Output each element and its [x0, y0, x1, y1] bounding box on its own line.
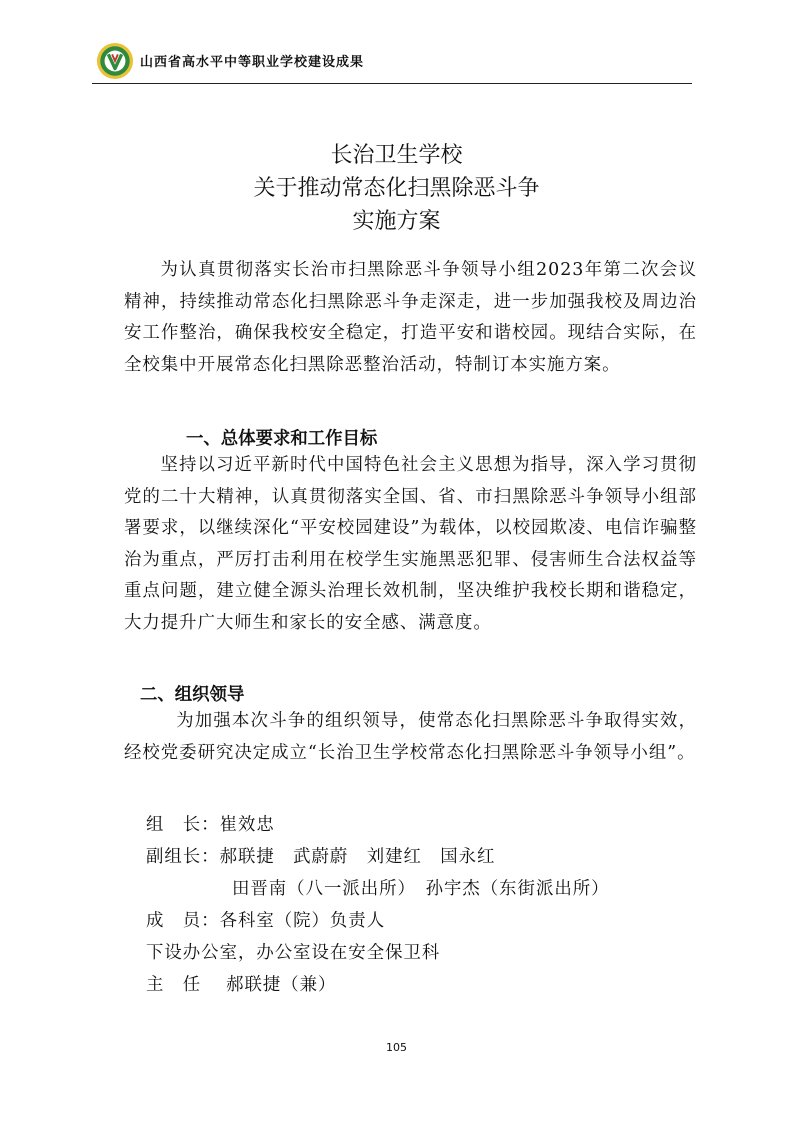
header-title: 山西省高水平中等职业学校建设成果: [140, 55, 365, 70]
section-2-heading: 二、组织领导: [140, 685, 245, 705]
director-row: 主 任 郝联捷（兼）: [146, 975, 337, 995]
section-1-heading: 一、总体要求和工作目标: [186, 429, 378, 449]
deputy-leader-row-continued: 田晋南（八一派出所） 孙宇杰（东街派出所）: [232, 879, 610, 899]
members-row: 成 员：各科室（院）负责人: [146, 911, 386, 931]
title-line-1: 长治卫生学校: [330, 143, 463, 168]
office-row: 下设办公室，办公室设在安全保卫科: [146, 943, 441, 963]
header-divider: [92, 83, 692, 84]
section-1-paragraph: 坚持以习近平新时代中国特色社会主义思想为指导，深入学习贯彻党的二十大精神，认真贯彻落实全国、省、市扫黑除恶斗争领导小组部署要求，以继续深化“平安校园建设”为载体，以校园欺凌、电信诈骗整治为重点，严厉打击利用在校学生实施黑恶犯罪、侵害师生合法权益等重点问题，建立健全源头治理长效机制，坚决维护我校长期和谐稳定，大力提升广大师生和家长的安全感、满意度。: [124, 455, 697, 633]
deputy-leader-row: 副组长：郝联捷 武蔚蔚 刘建红 国永红: [146, 847, 496, 867]
page-header: [92, 38, 692, 84]
school-emblem-icon: [96, 42, 134, 80]
group-leader-row: 组 长：崔效忠: [146, 815, 275, 835]
page-number: 105: [386, 1041, 407, 1054]
section-2-paragraph: 为加强本次斗争的组织领导，使常态化扫黑除恶斗争取得实效，经校党委研究决定成立“长治卫生学校常态化扫黑除恶斗争领导小组”。: [124, 711, 697, 763]
title-line-3: 实施方案: [352, 209, 441, 234]
intro-paragraph: 为认真贯彻落实长治市扫黑除恶斗争领导小组2023年第二次会议精神，持续推动常态化扫黑除恶斗争走深走，进一步加强我校及周边治安工作整治，确保我校安全稳定，打造平安和谐校园。现结合实际，在全校集中开展常态化扫黑除恶整治活动，特制订本实施方案。: [124, 260, 697, 375]
title-line-2: 关于推动常态化扫黑除恶斗争: [253, 176, 540, 201]
